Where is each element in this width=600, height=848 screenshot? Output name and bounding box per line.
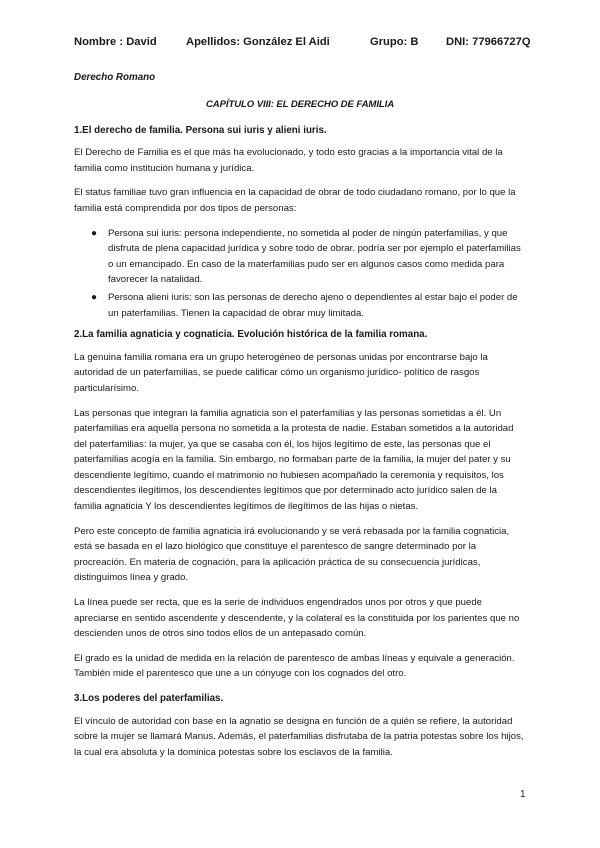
subject-title: Derecho Romano bbox=[74, 72, 156, 83]
student-group: Grupo: B bbox=[370, 36, 419, 48]
chapter-title: CAPÍTULO VIII: EL DERECHO DE FAMILIA bbox=[205, 99, 395, 110]
section-1-paragraph: El Derecho de Familia es el que más ha evolucionado, y todo esto gracias a la importancia vital de la familia como institución humana y jurídica. bbox=[74, 147, 503, 174]
student-dni: DNI: 77966727Q bbox=[446, 36, 531, 48]
document-body bbox=[74, 97, 526, 769]
section-2-paragraph: Las personas que integran la familia agnaticia son el paterfamilias y las personas sometidas a él. Un paterfamilias era aquella persona no sometida a la protesta de nadie. Estaban sometidos a la autoridad del paterfamilias: la mujer, ya que se casaba con él, los hijos legítimo de este, las personas que el paterfamilias acogía en la familia. Sin embargo, no formaban parte de la familia, la mujer del pater y su descendiente legítimo, cuando el matrimonio no hubiesen acompañado la ceremonia y requisitos, los descendientes ilegítimos, los descendientes legítimos que por determinado acto jurídico salen de la familia agnaticia Y los descendientes legítimos de ilegítimos de las hijas o nietas. bbox=[74, 407, 514, 513]
bullet-icon: ● bbox=[91, 291, 98, 303]
section-1-paragraph: El status familiae tuvo gran influencia en la capacidad de obrar de todo ciudadano romano, por lo que la familia está comprendida por dos tipos de personas: bbox=[74, 187, 516, 214]
section-2-paragraph: La línea puede ser recta, que es la serie de individuos engendrados unos por otros y que puede apreciarse en sentido ascendente y descendente, y la colateral es la constituida por los parientes que no descienden unos de otros sino todos ellos de un antepasado común. bbox=[74, 597, 520, 640]
section-2-paragraph: El grado es la unidad de medida en la relación de parentesco de ambas líneas y equivale a generación. También mide el parentesco que une a un cónyuge con los cognados del otro. bbox=[74, 652, 515, 680]
student-surname: Apellidos: González El Aidi bbox=[186, 36, 330, 48]
section-3-heading: 3.Los poderes del paterfamilias. bbox=[74, 693, 224, 704]
list-item-text: Persona sui iuris: persona independiente, no sometida al poder de ningún paterfamilias, y que disfruta de plena capacidad jurídica y sobre todo de obrar. podría ser por ejemplo el paterfamilias o un emancipado. En caso de la materfamilias pudo ser en algunos casos como medida para favorecer la natalidad. bbox=[108, 227, 521, 286]
person-types-list bbox=[74, 226, 526, 322]
bullet-icon: ● bbox=[91, 227, 98, 239]
list-item-text: Persona alieni iuris: son las personas de derecho ajeno o dependientes al estar bajo el poder de un paterfamilias. Tienen la capacidad de obrar muy limitada. bbox=[108, 291, 518, 319]
section-2-paragraph: La genuina familia romana era un grupo heterogéneo de personas unidas por encontrarse bajo la autoridad de un paterfamilias, se puede calificar cómo un organismo jurídico- político de rasgos particularísimo. bbox=[74, 351, 488, 394]
list-item bbox=[91, 226, 526, 288]
section-2-paragraph: Pero este concepto de familia agnaticia irá evolucionando y se verá rebasada por la familia cognaticia, está se basada en el lazo biológico que constituye el parentesco de sangre determinado por la procreación. En materia de cognación, para la aplicación práctica de su consecuencia jurídicas, distinguimos línea y grado. bbox=[74, 525, 510, 584]
page-number: 1 bbox=[520, 789, 526, 800]
student-name: Nombre : David bbox=[74, 36, 157, 48]
section-2-heading: 2.La familia agnaticia y cognaticia. Evolución histórica de la familia romana. bbox=[74, 329, 428, 341]
section-3-paragraph: El vínculo de autoridad con base en la agnatio se designa en función de a quién se refiere, la autoridad sobre la mujer se llamará Manus. Además, el paterfamilias disfrutaba de la patria potestas sobre los hijos, la cual era absoluta y la dominica potestas sobre los esclavos de la familia. bbox=[74, 715, 524, 758]
page-header bbox=[74, 36, 540, 48]
list-item bbox=[91, 290, 526, 321]
section-1-heading: 1.El derecho de familia. Persona sui iuris y alieni iuris. bbox=[74, 124, 327, 136]
